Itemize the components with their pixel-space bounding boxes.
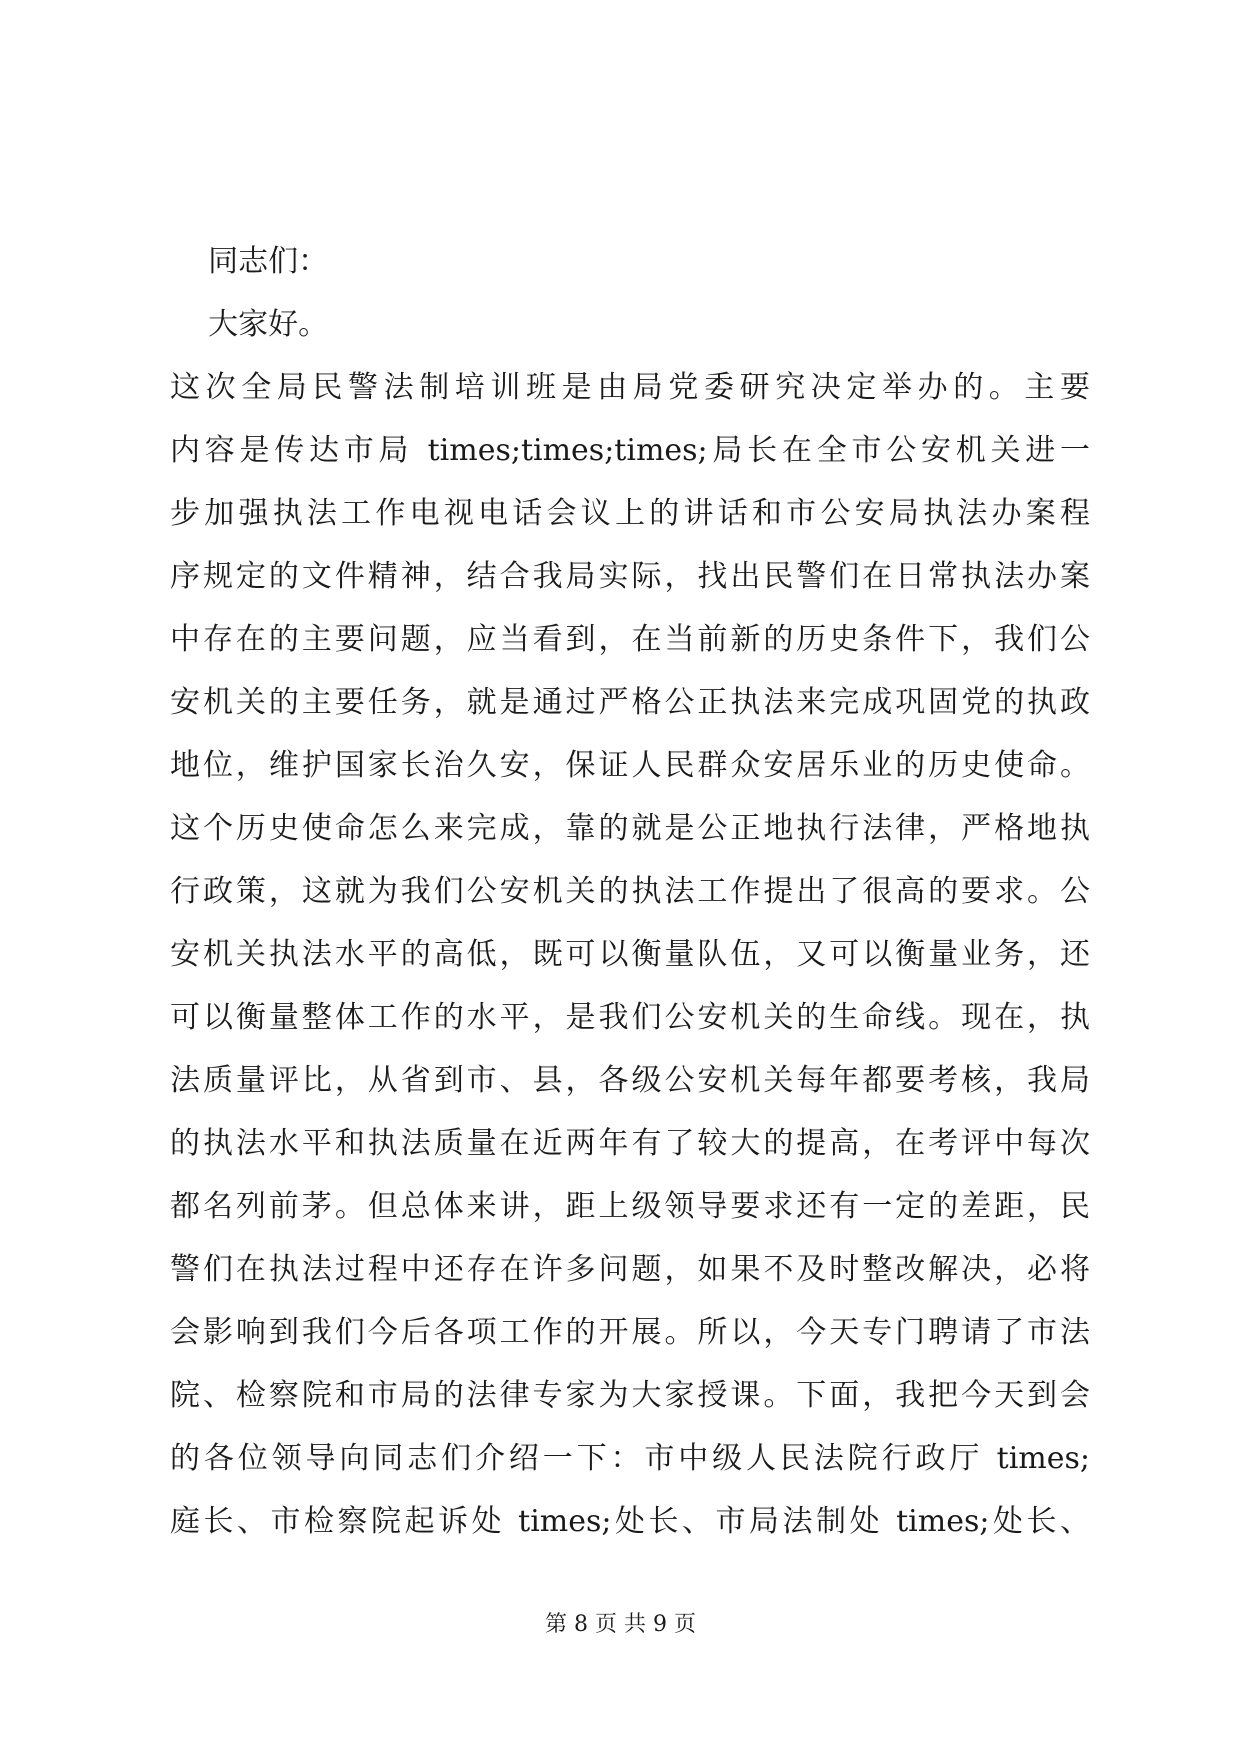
text-line: 这个历史使命怎么来完成，靠的就是公正地执行法律，严格地执 [170, 811, 1090, 846]
text-line: 内容是传达市局 times;times;times;局长在全市公安机关进一 [170, 433, 1090, 468]
text-line: 庭长、市检察院起诉处 times;处长、市局法制处 times;处长、 [170, 1504, 1090, 1539]
text-line: 这次全局民警法制培训班是由局党委研究决定举办的。主要 [170, 370, 1090, 405]
text-line: 行政策，这就为我们公安机关的执法工作提出了很高的要求。公 [170, 874, 1090, 909]
text-line: 大家好。 [170, 307, 329, 342]
text-line: 法质量评比，从省到市、县，各级公安机关每年都要考核，我局 [170, 1063, 1090, 1098]
text-line: 安机关执法水平的高低，既可以衡量队伍，又可以衡量业务，还 [170, 937, 1090, 972]
text-line: 的执法水平和执法质量在近两年有了较大的提高，在考评中每次 [170, 1126, 1090, 1161]
text-line: 序规定的文件精神，结合我局实际，找出民警们在日常执法办案 [170, 559, 1090, 594]
text-line: 都名列前茅。但总体来讲，距上级领导要求还有一定的差距，民 [170, 1189, 1090, 1224]
text-line: 院、检察院和市局的法律专家为大家授课。下面，我把今天到会 [170, 1378, 1090, 1413]
text-line: 警们在执法过程中还存在许多问题，如果不及时整改解决，必将 [170, 1252, 1090, 1287]
text-line: 同志们： [170, 244, 329, 279]
page-number-footer: 第 8 页 共 9 页 [545, 1612, 696, 1637]
text-line: 步加强执法工作电视电话会议上的讲话和市公安局执法办案程 [170, 496, 1090, 531]
text-line: 安机关的主要任务，就是通过严格公正执法来完成巩固党的执政 [170, 685, 1090, 720]
text-line: 会影响到我们今后各项工作的开展。所以，今天专门聘请了市法 [170, 1315, 1090, 1350]
text-line: 地位，维护国家长治久安，保证人民群众安居乐业的历史使命。 [170, 748, 1090, 783]
text-line: 中存在的主要问题，应当看到，在当前新的历史条件下，我们公 [170, 622, 1090, 657]
body-text [170, 230, 1090, 1553]
text-line: 可以衡量整体工作的水平，是我们公安机关的生命线。现在，执 [170, 1000, 1090, 1035]
text-line: 的各位领导向同志们介绍一下：市中级人民法院行政厅 times; [170, 1441, 1090, 1476]
